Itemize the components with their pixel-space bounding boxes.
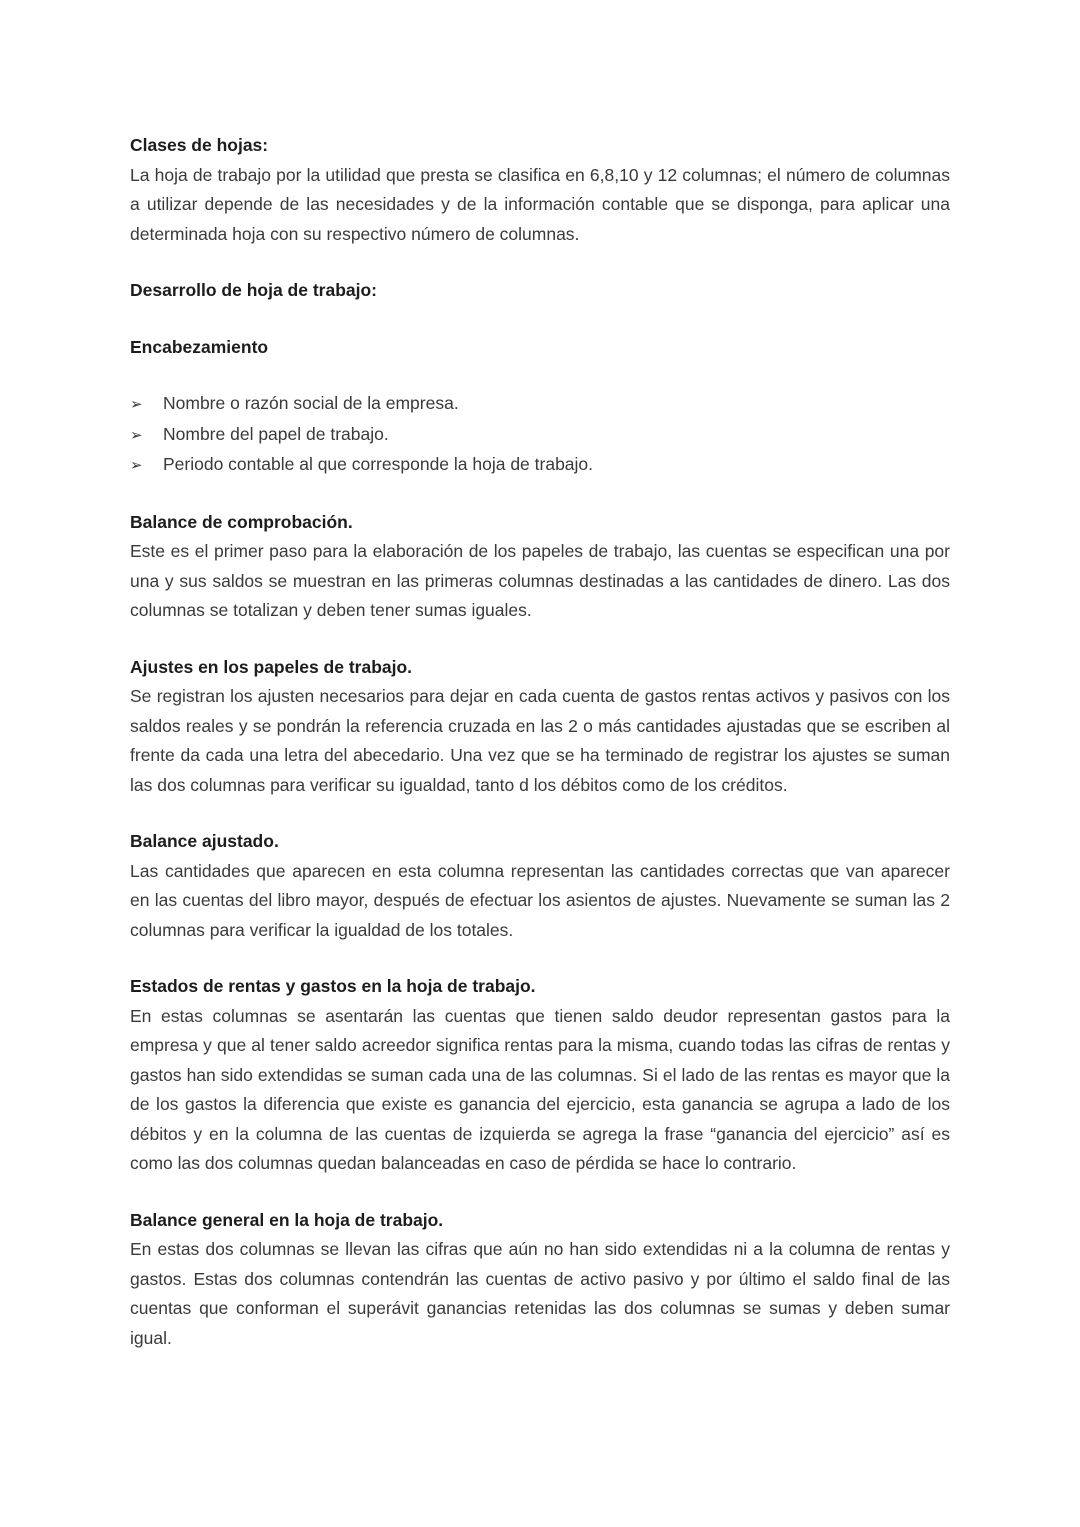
list-item [130, 389, 950, 420]
arrow-bullet-icon: ➢ [130, 396, 143, 413]
list-item-text: Periodo contable al que corresponde la hoja de trabajo. [163, 454, 594, 474]
section-balance-ajustado [130, 827, 950, 945]
section-balance-comprobacion [130, 508, 950, 626]
section-heading: Estados de rentas y gastos en la hoja de trabajo. [130, 976, 536, 996]
arrow-bullet-icon: ➢ [130, 426, 143, 444]
arrow-bullet-icon: ➢ [130, 457, 143, 474]
section-heading: Balance general en la hoja de trabajo. [130, 1209, 444, 1230]
section-encabezamiento [130, 333, 950, 481]
section-desarrollo [130, 276, 950, 306]
section-clases-de-hojas [130, 131, 950, 249]
list-item-text: Nombre del papel de trabajo. [163, 423, 389, 444]
section-estados-rentas-gastos [130, 972, 950, 1179]
section-heading: Balance ajustado. [130, 831, 279, 851]
section-paragraph: Se registran los ajusten necesarios para dejar en cada cuenta de gastos rentas activos y pasivos con los saldos reales y se pondrán la referencia cruzada en las 2 o más cantidades ajustadas que se escriben al frente da cada una letra del abecedario. Una vez que se ha terminado de registrar los ajustes se suman las dos columnas para verificar su igualdad, tanto d los débitos como de los créditos. [130, 686, 950, 795]
section-heading: Clases de hojas: [130, 135, 269, 155]
section-paragraph: La hoja de trabajo por la utilidad que presta se clasifica en 6,8,10 y 12 columnas; el número de columnas a utilizar depende de las necesidades y de la información contable que se disponga, para aplicar una determinada hoja con su respectivo número de columnas. [130, 164, 950, 244]
section-heading: Ajustes en los papeles de trabajo. [130, 656, 413, 677]
section-heading: Desarrollo de hoja de trabajo: [130, 280, 377, 300]
list-item-text: Nombre o razón social de la empresa. [163, 393, 459, 413]
section-heading: Balance de comprobación. [130, 511, 353, 532]
bullet-list [130, 389, 950, 481]
section-paragraph: En estas dos columnas se llevan las cifras que aún no han sido extendidas ni a la columna de rentas y gastos. Estas dos columnas contendrán las cuentas de activo pasivo y por último el saldo final de las cuentas que conforman el superávit ganancias retenidas las dos columnas se sumas y deben sumar igual. [130, 1239, 950, 1348]
section-ajustes-papeles [130, 653, 950, 801]
section-balance-general [130, 1206, 950, 1354]
list-item [130, 420, 950, 451]
section-paragraph: Las cantidades que aparecen en esta columna representan las cantidades correctas que van aparecer en las cuentas del libro mayor, después de efectuar los asientos de ajustes. Nuevamente se suman las 2 columnas para verificar la igualdad de los totales. [130, 860, 950, 940]
list-item [130, 450, 950, 481]
section-heading: Encabezamiento [130, 336, 269, 357]
section-paragraph: Este es el primer paso para la elaboración de los papeles de trabajo, las cuentas se especifican una por una y sus saldos se muestran en las primeras columnas destinadas a las cantidades de dinero. Las dos columnas se totalizan y deben tener sumas iguales. [130, 541, 950, 620]
section-paragraph: En estas columnas se asentarán las cuentas que tienen saldo deudor representan gastos para la empresa y que al tener saldo acreedor significa rentas para la misma, cuando todas las cifras de rentas y gastos han sido extendidas se suman cada una de las columnas. Si el lado de las rentas es mayor que la de los gastos la diferencia que existe es ganancia del ejercicio, esta ganancia se agrupa a lado de los débitos y en la columna de las cuentas de izquierda se agrega la frase “ganancia del ejercicio” así es como las dos columnas quedan balanceadas en caso de pérdida se hace lo contrario. [130, 1005, 950, 1173]
